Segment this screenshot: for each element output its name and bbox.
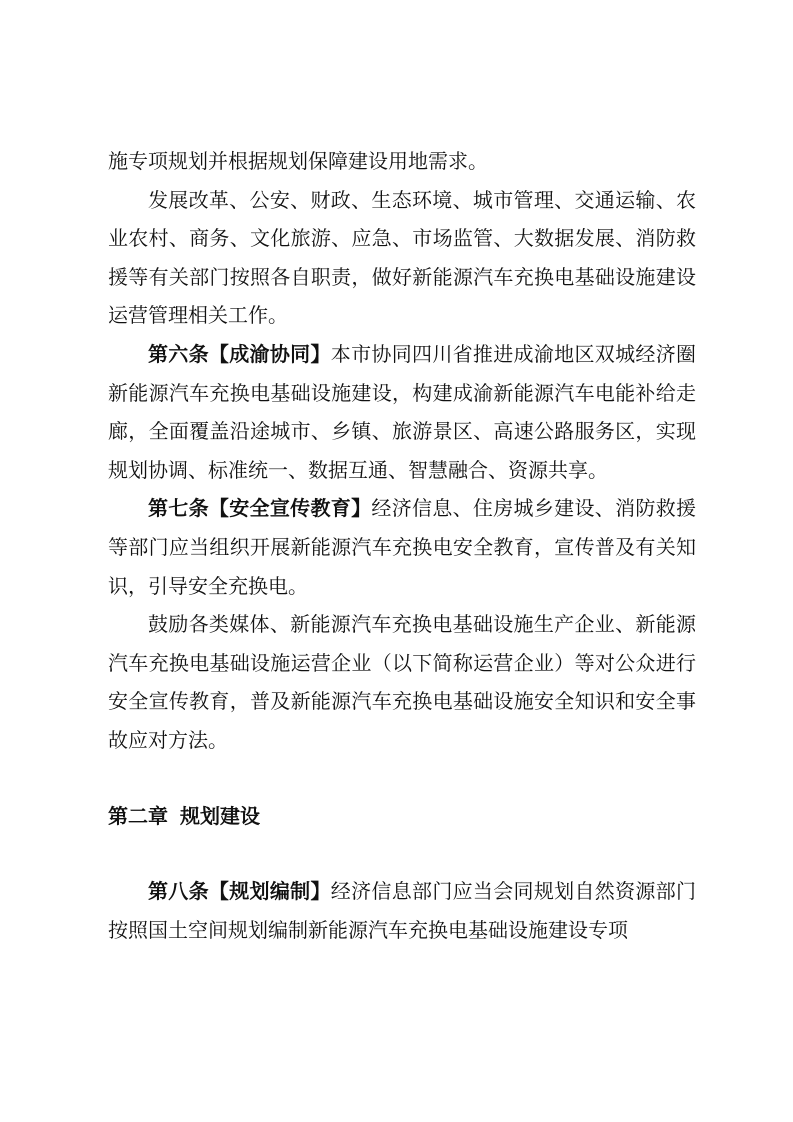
paragraph-continuation (108, 142, 696, 181)
article-text: 本市协同四川省推进成渝地区双城经济圈新能源汽车充换电基础设施建设，构建成渝新能源汽车电能补给走廊，全面覆盖沿途城市、乡镇、旅游景区、高速公路服务区，实现规划协调、标准统一、数据互通、智慧融合、资源共享。 (108, 341, 697, 482)
article-6 (108, 335, 696, 489)
article-heading: 第六条【成渝协同】 (148, 341, 331, 366)
paragraph-text: 施专项规划并根据规划保障建设用地需求。 (108, 149, 488, 173)
chapter-heading (108, 797, 696, 836)
article-heading: 第八条【规划编制】 (148, 879, 331, 904)
chapter-title: 规划建设 (180, 803, 260, 828)
article-8 (108, 872, 696, 949)
paragraph-text: 发展改革、公安、财政、生态环境、城市管理、交通运输、农业农村、商务、文化旅游、应急、市场监管、大数据发展、消防救援等有关部门按照各自职责，做好新能源汽车充换电基础设施建设运营管理相关工作。 (108, 187, 696, 328)
chapter-number: 第二章 (108, 803, 168, 828)
article-heading: 第七条【安全宣传教育】 (148, 496, 372, 521)
document-body (108, 142, 696, 949)
paragraph (108, 181, 696, 335)
article-text: 经济信息、住房城乡建设、消防救援等部门应当组织开展新能源汽车充换电安全教育，宣传普及有关知识，引导安全充换电。 (108, 496, 697, 598)
article-7 (108, 489, 696, 605)
article-text: 经济信息部门应当会同规划自然资源部门按照国土空间规划编制新能源汽车充换电基础设施建设专项 (108, 879, 697, 942)
paragraph-text: 鼓励各类媒体、新能源汽车充换电基础设施生产企业、新能源汽车充换电基础设施运营企业（以下简称运营企业）等对公众进行安全宣传教育，普及新能源汽车充换电基础设施安全知识和安全事故应对方法。 (108, 612, 696, 752)
paragraph (108, 605, 696, 759)
